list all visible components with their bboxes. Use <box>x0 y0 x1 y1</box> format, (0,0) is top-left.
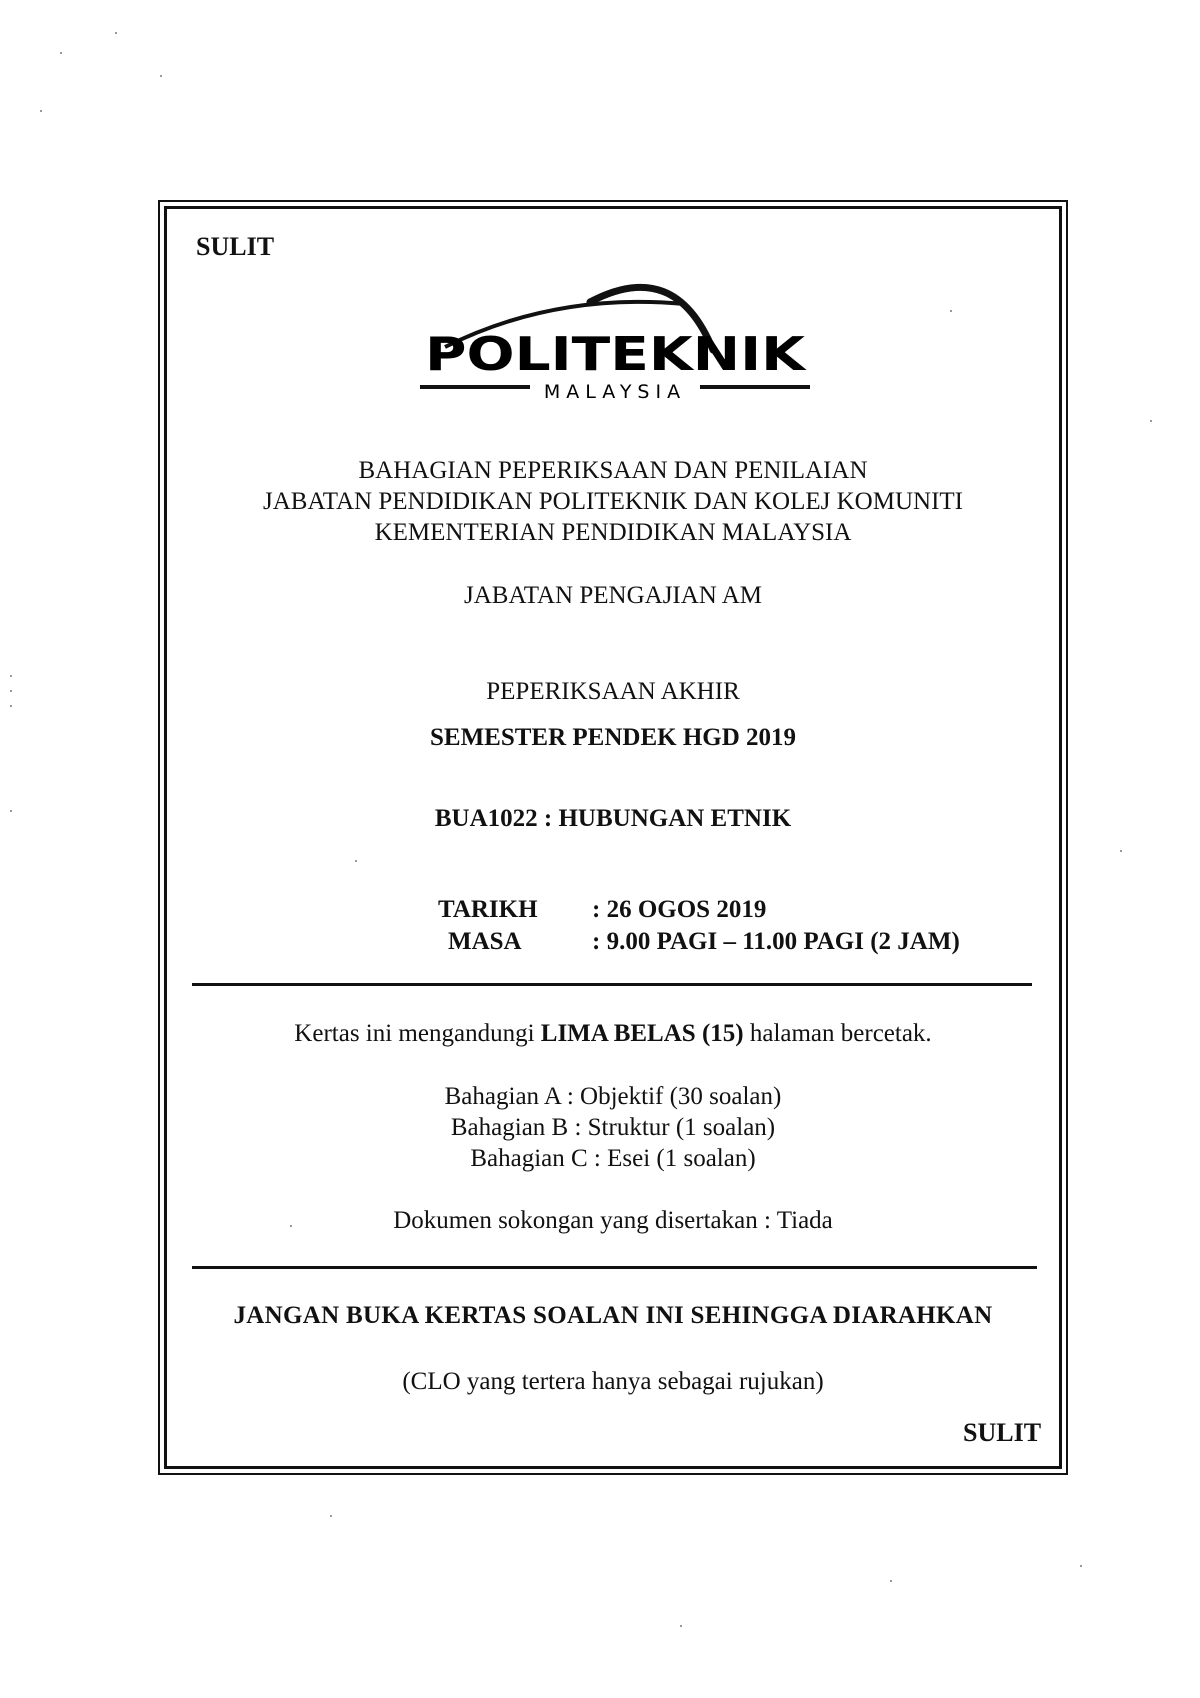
speck <box>10 690 12 692</box>
speck <box>160 75 162 77</box>
time-label: MASA <box>448 928 522 955</box>
classification-top: SULIT <box>196 232 275 261</box>
section-c: Bahagian C : Esei (1 soalan) <box>470 1145 756 1172</box>
supporting-documents: Dokumen sokongan yang disertakan : Tiada <box>393 1207 833 1234</box>
date-value: : 26 OGOS 2019 <box>592 896 767 923</box>
logo-subtitle: MALAYSIA <box>543 381 687 403</box>
speck <box>10 810 12 812</box>
logo-line-right <box>700 385 810 389</box>
speck <box>290 1225 292 1227</box>
speck <box>950 310 952 312</box>
section-a: Bahagian A : Objektif (30 soalan) <box>444 1083 782 1110</box>
speck <box>40 110 42 112</box>
date-label: TARIKH <box>438 896 538 923</box>
org-line-2: JABATAN PENDIDIKAN POLITEKNIK DAN KOLEJ KOMUNITI <box>262 488 963 515</box>
speck <box>115 32 117 34</box>
exam-type: PEPERIKSAAN AKHIR <box>486 678 740 705</box>
org-line-3: KEMENTERIAN PENDIDIKAN MALAYSIA <box>374 519 852 546</box>
page-count <box>164 1020 1062 1048</box>
divider-bottom <box>192 1266 1037 1269</box>
time-value: : 9.00 PAGI – 11.00 PAGI (2 JAM) <box>592 928 960 955</box>
classification-bottom: SULIT <box>963 1418 1042 1447</box>
speck <box>1080 1565 1082 1567</box>
exam-semester: SEMESTER PENDEK HGD 2019 <box>429 724 797 751</box>
speck <box>680 1625 682 1627</box>
page-count-prefix: Kertas ini mengandungi <box>294 1020 535 1047</box>
page-count-bold: LIMA BELAS (15) <box>540 1020 744 1047</box>
org-line-1: BAHAGIAN PEPERIKSAAN DAN PENILAIAN <box>358 457 868 484</box>
course-code-title: BUA1022 : HUBUNGAN ETNIK <box>434 805 792 832</box>
department: JABATAN PENGAJIAN AM <box>463 582 763 609</box>
speck <box>1120 850 1122 852</box>
speck <box>10 705 12 707</box>
section-b: Bahagian B : Struktur (1 soalan) <box>450 1114 776 1141</box>
speck <box>10 675 12 677</box>
speck <box>60 52 62 54</box>
speck <box>1150 420 1152 422</box>
logo-line-left <box>420 385 530 389</box>
clo-note: (CLO yang tertera hanya sebagai rujukan) <box>402 1368 824 1395</box>
speck <box>890 1580 892 1582</box>
page-count-suffix: halaman bercetak. <box>749 1020 932 1047</box>
speck <box>355 860 357 862</box>
divider-top <box>192 983 1032 986</box>
speck <box>330 1515 332 1517</box>
politeknik-malaysia-logo <box>415 272 815 412</box>
logo-wordmark: POLITEKNIK <box>425 327 808 381</box>
warning-text: JANGAN BUKA KERTAS SOALAN INI SEHINGGA DIARAHKAN <box>233 1302 993 1329</box>
